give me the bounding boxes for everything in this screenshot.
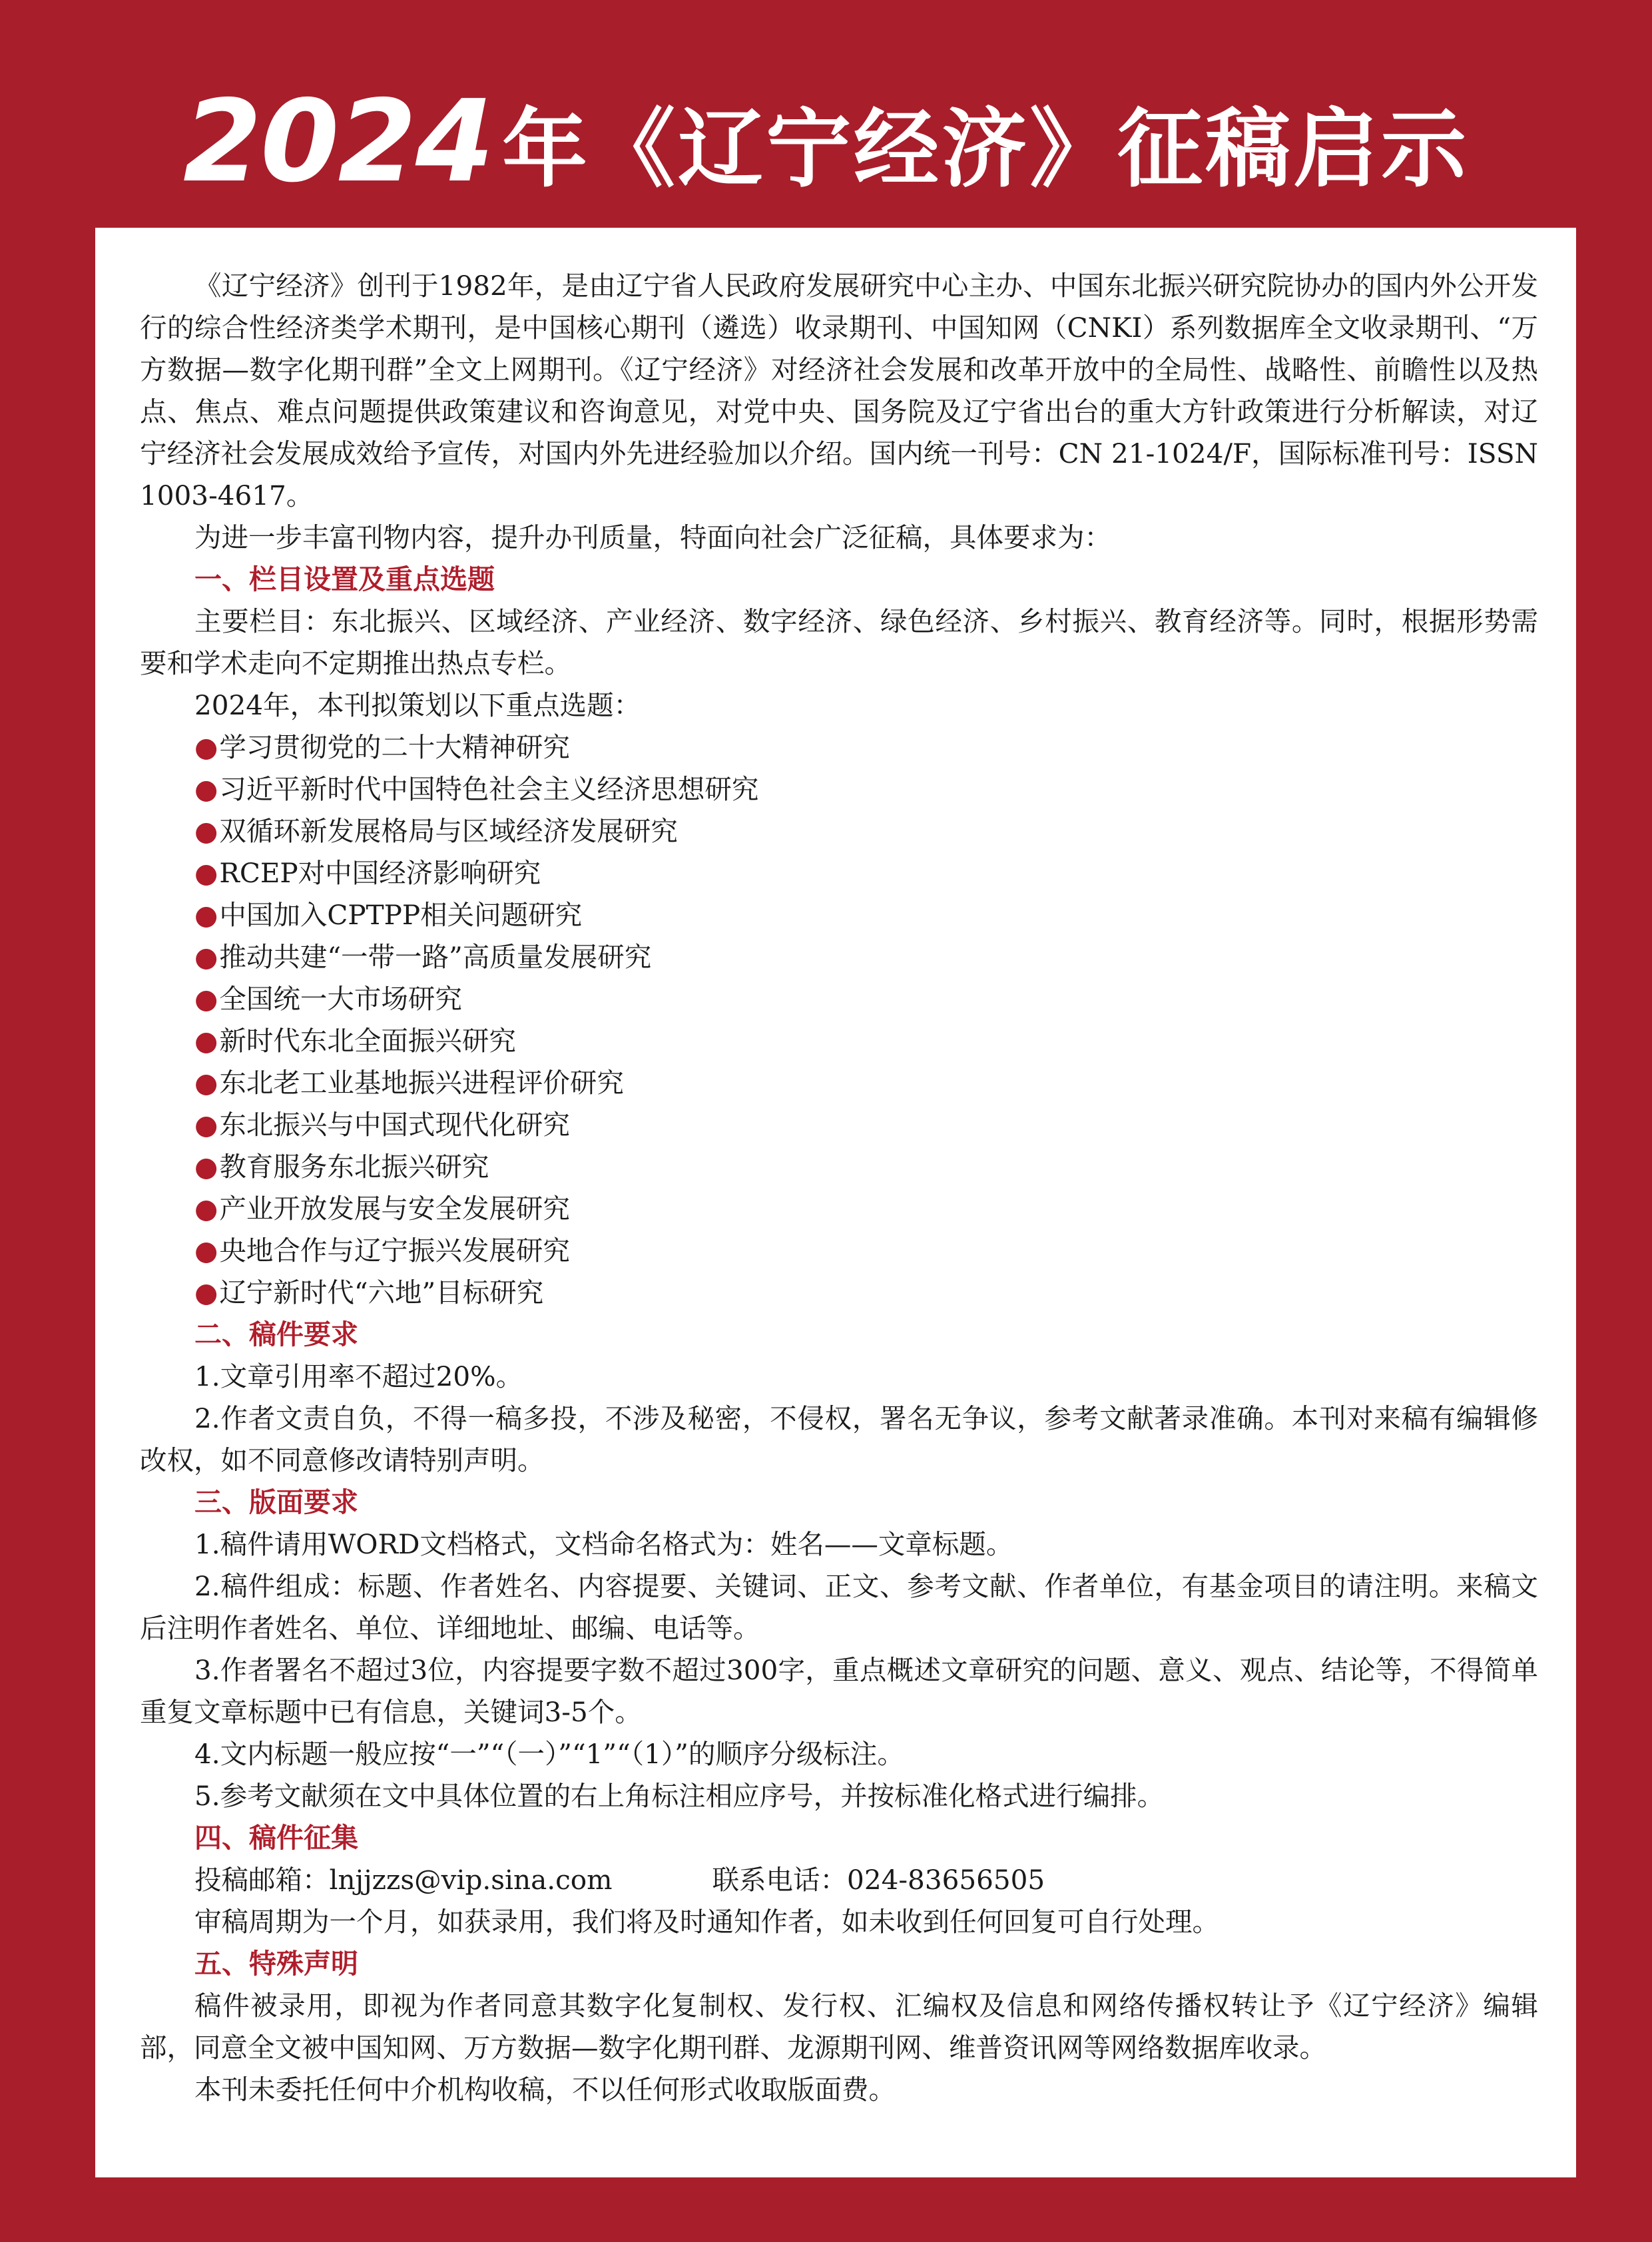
- topic-item: ●RCEP对中国经济影响研究: [194, 857, 541, 889]
- contact-line: [194, 1859, 1538, 1901]
- intro-paragraph: 《辽宁经济》创刊于1982年，是由辽宁省人民政府发展研究中心主办、中国东北振兴研究院协办的国内外公开发行的综合性经济类学术期刊，是中国核心期刊（遴选）收录期刊、中国知网（CNKI）系列数据库全文收录期刊、“万方数据—数字化期刊群”全文上网期刊。《辽宁经济》对经济社会发展和改革开放中的全局性、战略性、前瞻性以及热点、焦点、难点问题提供政策建议和咨询意见，对党中央、国务院及辽宁省出台的重大方针政策进行分析解读，对辽宁经济社会发展成效给予宣传，对国内外先进经验加以介绍。国内统一刊号：CN 21-1024/F，国际标准刊号：ISSN 1003-4617。: [140, 270, 1538, 511]
- topic-list: [140, 726, 1538, 1314]
- bullet-icon: ●: [194, 1025, 218, 1057]
- bullet-icon: ●: [194, 1151, 218, 1183]
- topic-item: ●中国加入CPTPP相关问题研究: [194, 899, 583, 931]
- columns-paragraph: 主要栏目：东北振兴、区域经济、产业经济、数字经济、绿色经济、乡村振兴、教育经济等。同时，根据形势需要和学术走向不定期推出热点专栏。: [140, 605, 1538, 679]
- bullet-icon: ●: [194, 983, 218, 1015]
- bullet-icon: ●: [194, 1109, 218, 1141]
- topic-item: ●产业开放发展与安全发展研究: [194, 1193, 570, 1225]
- section-heading-columns: 一、栏目设置及重点选题: [194, 563, 495, 595]
- section-heading-statement: 五、特殊声明: [194, 1948, 358, 1980]
- section-heading-manuscript: 二、稿件要求: [194, 1318, 358, 1350]
- bullet-icon: ●: [194, 1067, 218, 1099]
- format-item: 5.参考文献须在文中具体位置的右上角标注相应序号，并按标准化格式进行编排。: [194, 1780, 1165, 1812]
- bullet-icon: ●: [194, 857, 218, 889]
- topic-item: ●辽宁新时代“六地”目标研究: [194, 1276, 544, 1308]
- intro-call: 为进一步丰富刊物内容，提升办刊质量，特面向社会广泛征稿，具体要求为：: [194, 521, 1111, 553]
- topic-item: ●教育服务东北振兴研究: [194, 1151, 489, 1183]
- fee-statement: 本刊未委托任何中介机构收稿，不以任何形式收取版面费。: [194, 2074, 896, 2105]
- topic-item: ●新时代东北全面振兴研究: [194, 1025, 516, 1057]
- requirement-item: 1.文章引用率不超过20%。: [194, 1360, 523, 1392]
- bullet-icon: ●: [194, 815, 218, 847]
- topic-item: ●双循环新发展格局与区域经济发展研究: [194, 815, 678, 847]
- topic-item: ●习近平新时代中国特色社会主义经济思想研究: [194, 773, 759, 805]
- requirement-item: 2.作者文责自负，不得一稿多投，不涉及秘密，不侵权，署名无争议，参考文献著录准确。本刊对来稿有编辑修改权，如不同意修改请特别声明。: [140, 1402, 1538, 1476]
- bullet-icon: ●: [194, 1193, 218, 1225]
- announcement-body: [140, 265, 1538, 2111]
- topic-item: ●央地合作与辽宁振兴发展研究: [194, 1235, 570, 1266]
- format-item: 4.文内标题一般应按“一”“（一）”“1”“（1）”的顺序分级标注。: [194, 1738, 904, 1770]
- bullet-icon: ●: [194, 899, 218, 931]
- title-year: 2024: [182, 76, 493, 208]
- page-title: [0, 76, 1652, 208]
- format-item: 3.作者署名不超过3位，内容提要字数不超过300字，重点概述文章研究的问题、意义、观点、结论等，不得简单重复文章标题中已有信息，关键词3-5个。: [140, 1654, 1538, 1728]
- topic-item: ●东北老工业基地振兴进程评价研究: [194, 1067, 624, 1099]
- format-item: 1.稿件请用WORD文档格式，文档命名格式为：姓名——文章标题。: [194, 1528, 1013, 1560]
- review-cycle: 审稿周期为一个月，如获录用，我们将及时通知作者，如未收到任何回复可自行处理。: [194, 1906, 1219, 1938]
- format-item: 2.稿件组成：标题、作者姓名、内容提要、关键词、正文、参考文献、作者单位，有基金项目的请注明。来稿文后注明作者姓名、单位、详细地址、邮编、电话等。: [140, 1570, 1538, 1644]
- bullet-icon: ●: [194, 941, 218, 973]
- title-text: 年《辽宁经济》征稿启示: [502, 100, 1470, 199]
- bullet-icon: ●: [194, 1235, 218, 1266]
- topic-item: ●学习贯彻党的二十大精神研究: [194, 731, 570, 763]
- section-heading-format: 三、版面要求: [194, 1486, 358, 1518]
- topic-item: ●推动共建“一带一路”高质量发展研究: [194, 941, 652, 973]
- bullet-icon: ●: [194, 1276, 218, 1308]
- topic-item: ●全国统一大市场研究: [194, 983, 462, 1015]
- topics-intro: 2024年，本刊拟策划以下重点选题：: [194, 689, 641, 721]
- section-heading-submission: 四、稿件征集: [194, 1822, 358, 1854]
- submission-email: 投稿邮箱：lnjjzzs@vip.sina.com: [194, 1864, 613, 1896]
- copyright-statement: 稿件被录用，即视为作者同意其数字化复制权、发行权、汇编权及信息和网络传播权转让予《辽宁经济》编辑部，同意全文被中国知网、万方数据—数字化期刊群、龙源期刊网、维普资讯网等网络数据库收录。: [140, 1990, 1538, 2064]
- bullet-icon: ●: [194, 773, 218, 805]
- bullet-icon: ●: [194, 731, 218, 763]
- contact-phone: 联系电话：024-83656505: [712, 1864, 1045, 1896]
- topic-item: ●东北振兴与中国式现代化研究: [194, 1109, 570, 1141]
